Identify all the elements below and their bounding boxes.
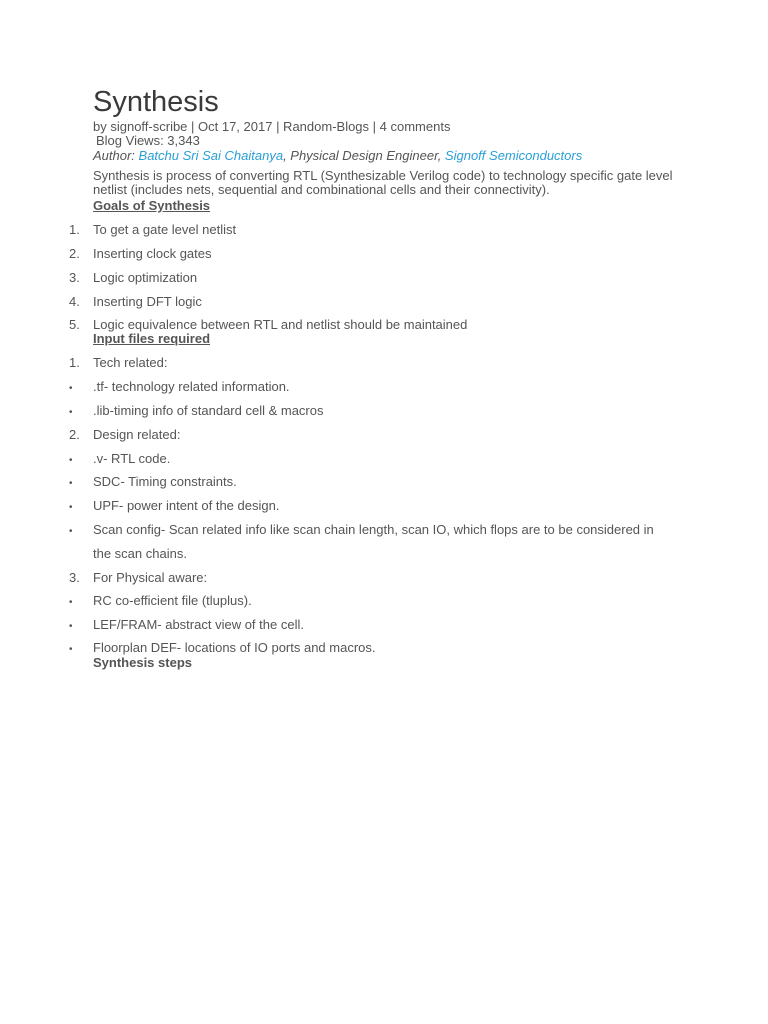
list-marker: 2. <box>69 427 80 442</box>
bullet-marker: • <box>69 455 73 466</box>
author-line <box>93 148 582 163</box>
list-item-text: .tf- technology related information. <box>93 379 290 394</box>
bullet-marker: • <box>69 502 73 513</box>
list-item-text: Floorplan DEF- locations of IO ports and macros. <box>93 640 376 655</box>
blog-views: Blog Views: 3,343 <box>96 133 200 148</box>
bullet-marker: • <box>69 597 73 608</box>
list-marker: 3. <box>69 570 80 585</box>
byline: by signoff-scribe | Oct 17, 2017 | Random-Blogs | 4 comments <box>93 119 451 134</box>
list-item-text: .lib-timing info of standard cell & macros <box>93 403 324 418</box>
list-item-text: Logic equivalence between RTL and netlist should be maintained <box>93 317 468 332</box>
list-item-text: For Physical aware: <box>93 570 208 585</box>
intro-paragraph: Synthesis is process of converting RTL (Synthesizable Verilog code) to technology specific gate level netlist (includes nets, sequential and combinational cells and their connectivity). <box>93 168 673 197</box>
bullet-marker: • <box>69 478 73 489</box>
list-item-text: LEF/FRAM- abstract view of the cell. <box>93 617 304 632</box>
list-item-text: SDC- Timing constraints. <box>93 474 237 489</box>
list-item-text: To get a gate level netlist <box>93 222 237 237</box>
author-name-link[interactable]: Batchu Sri Sai Chaitanya <box>138 148 284 163</box>
list-item-text: UPF- power intent of the design. <box>93 498 280 513</box>
author-prefix: Author: <box>93 148 139 163</box>
list-marker: 1. <box>69 222 80 237</box>
bullet-marker: • <box>69 621 73 632</box>
list-item-text: .v- RTL code. <box>93 451 171 466</box>
bullet-marker: • <box>69 644 73 655</box>
page-title: Synthesis <box>93 86 219 118</box>
list-item-text: Design related: <box>93 427 181 442</box>
goals-heading: Goals of Synthesis <box>93 198 211 213</box>
bullet-marker: • <box>69 526 73 537</box>
inputs-heading: Input files required <box>93 331 211 346</box>
steps-heading: Synthesis steps <box>93 655 192 670</box>
author-role: , Physical Design Engineer, <box>283 148 445 163</box>
list-marker: 3. <box>69 270 80 285</box>
list-item-text: Tech related: <box>93 355 168 370</box>
list-marker: 1. <box>69 355 80 370</box>
list-item-text: Scan config- Scan related info like scan chain length, scan IO, which flops are to be considered in the scan chains. <box>93 522 654 561</box>
list-item-text: RC co-efficient file (tluplus). <box>93 593 252 608</box>
list-item-text: Inserting DFT logic <box>93 294 202 309</box>
list-marker: 4. <box>69 294 80 309</box>
author-company-link[interactable]: Signoff Semiconductors <box>444 148 583 163</box>
list-item-text: Inserting clock gates <box>93 246 212 261</box>
bullet-marker: • <box>69 407 73 418</box>
list-item-text: Logic optimization <box>93 270 198 285</box>
list-marker: 2. <box>69 246 80 261</box>
bullet-marker: • <box>69 383 73 394</box>
list-marker: 5. <box>69 317 80 332</box>
